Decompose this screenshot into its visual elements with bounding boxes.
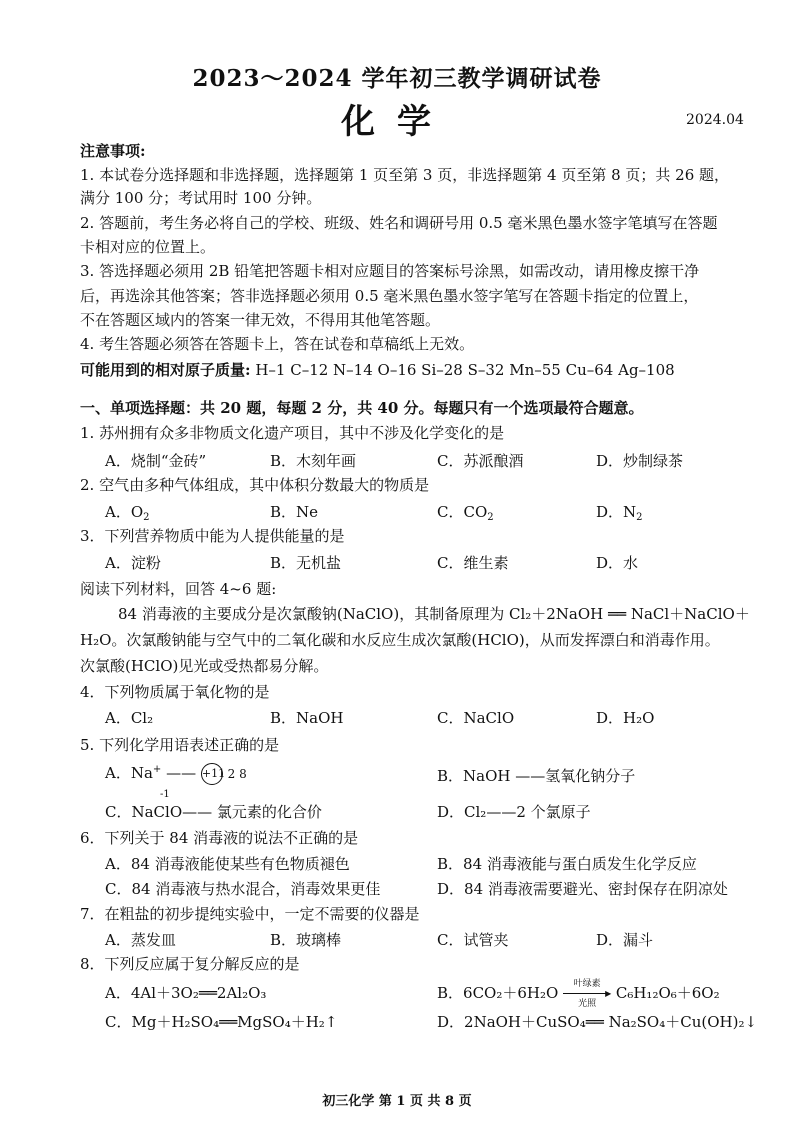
page-footer: 初三化学 第 1 页 共 8 页 [322,1094,472,1109]
question-stem: 3．下列营养物质中能为人提供能量的是 [80,527,345,545]
option-d: D．$N_2$ [596,503,643,523]
option-c: -1 C．NaClO—— 氯元素的化合价 [105,789,322,821]
option-d: D．炒制绿茶 [596,452,684,470]
option-b: B．Ne [270,503,319,521]
option-c: C．试管夹 [437,931,509,949]
notes-heading: 注意事项: [80,142,146,160]
note-line: 1. 本试卷分选择题和非选择题，选择题第 1 页至第 3 页，非选择题第 4 页至第 8 页；共 26 题， [80,166,730,184]
question-stem: 5. 下列化学用语表述正确的是 [80,736,280,754]
option-c: C．维生素 [437,554,509,572]
option-c: C．苏派酿酒 [437,452,524,470]
option-c: C．84 消毒液与热水混合，消毒效果更佳 [105,880,381,898]
option-d: D．水 [596,554,639,572]
option-b: B．NaOH ——氢氧化钠分子 [437,767,636,785]
note-line: 不在答题区域内的答案一律无效，不得用其他笔答题。 [80,311,441,329]
question-stem: 1. 苏州拥有众多非物质文化遗产项目，其中不涉及化学变化的是 [80,424,505,442]
note-line: 2. 答题前，考生务必将自己的学校、班级、姓名和调研号用 0.5 毫米黑色墨水签字笔填写在答题 [80,214,718,232]
option-d: D．2NaOH＋CuSO₄══ Na₂SO₄＋Cu(OH)₂↓ [437,1013,758,1031]
exam-title: 2023～2024 学年初三教学调研试卷 [192,65,602,92]
exam-date: 2024.04 [686,112,744,128]
note-line: 满分 100 分；考试用时 100 分钟。 [80,189,322,207]
option-b: B．玻璃棒 [270,931,342,949]
question-stem: 6．下列关于 84 消毒液的说法不正确的是 [80,829,359,847]
option-c: C．NaClO [437,709,515,727]
note-line: 3. 答选择题必须用 2B 铅笔把答题卡相对应题目的答案标号涂黑，如需改动，请用橡皮擦干净 [80,262,700,280]
electron-shells: 2 8 [227,767,247,781]
note-line: 4. 考生答题必须答在答题卡上，答在试卷和草稿纸上无效。 [80,335,475,353]
subject-title: 化学 [341,102,453,142]
reading-line: 次氯酸(HClO)见光或受热都易分解。 [80,657,329,675]
option-b: B．无机盐 [270,554,342,572]
option-c: C．$CO_2$ [437,503,494,523]
option-a: A．Na+ —— +11 2 8 [105,762,247,785]
atomic-masses-label: 可能用到的相对原子质量: [80,361,251,379]
option-a: A．$O_2$ [105,503,150,523]
note-line: 卡相对应的位置上。 [80,238,216,256]
reading-intro: 阅读下列材料，回答 4~6 题: [80,580,277,598]
atomic-masses-values: H–1 C–12 N–14 O–16 Si–28 S–32 Mn–55 Cu–64 Ag–108 [255,361,675,379]
reading-line: H₂O。次氯酸钠能与空气中的二氧化碳和水反应生成次氯酸(HClO)，从而发挥漂白和消毒作用。 [80,631,720,649]
option-b: B．NaOH [270,709,344,727]
question-stem: 8．下列反应属于复分解反应的是 [80,955,300,973]
option-d: D．84 消毒液需要避光、密封保存在阴凉处 [437,880,728,898]
option-b: B．木刻年画 [270,452,357,470]
atomic-masses-row [80,359,675,381]
option-b: B．6CO₂＋6H₂O 叶绿素 ▶ 光照 C₆H₁₂O₆＋6O₂ [437,979,720,1009]
question-stem: 4．下列物质属于氧化物的是 [80,683,270,701]
option-d: D．H₂O [596,709,655,727]
question-stem: 7．在粗盐的初步提纯实验中，一定不需要的仪器是 [80,905,420,923]
option-b: B．84 消毒液能与蛋白质发生化学反应 [437,855,697,873]
valence-mark: -1 [160,789,170,800]
question-stem: 2. 空气由多种气体组成，其中体积分数最大的物质是 [80,476,430,494]
option-c: C．Mg＋H₂SO₄══MgSO₄＋H₂↑ [105,1013,338,1031]
section-heading: 一、单项选择题：共 20 题，每题 2 分，共 40 分。每题只有一个选项最符合题意。 [80,399,644,417]
option-a: A．Cl₂ [105,709,154,727]
reaction-arrow: 叶绿素 ▶ 光照 [563,987,611,1001]
option-d: D．漏斗 [596,931,654,949]
option-a: A．4Al＋3O₂══2Al₂O₃ [105,984,267,1002]
reading-line: 84 消毒液的主要成分是次氯酸钠(NaClO)，其制备原理为 Cl₂＋2NaOH ══ NaCl＋NaClO＋ [118,605,750,623]
option-d: D．Cl₂——2 个氯原子 [437,803,591,821]
option-a: A．蒸发皿 [105,931,176,949]
nucleus-circle: +11 [201,763,223,785]
option-a: A．淀粉 [105,554,161,572]
option-a: A．84 消毒液能使某些有色物质褪色 [105,855,350,873]
note-line: 后，再选涂其他答案；答非选择题必须用 0.5 毫米黑色墨水签字笔写在答题卡指定的位置上， [80,287,699,305]
option-a: A．烧制“金砖” [105,452,207,470]
